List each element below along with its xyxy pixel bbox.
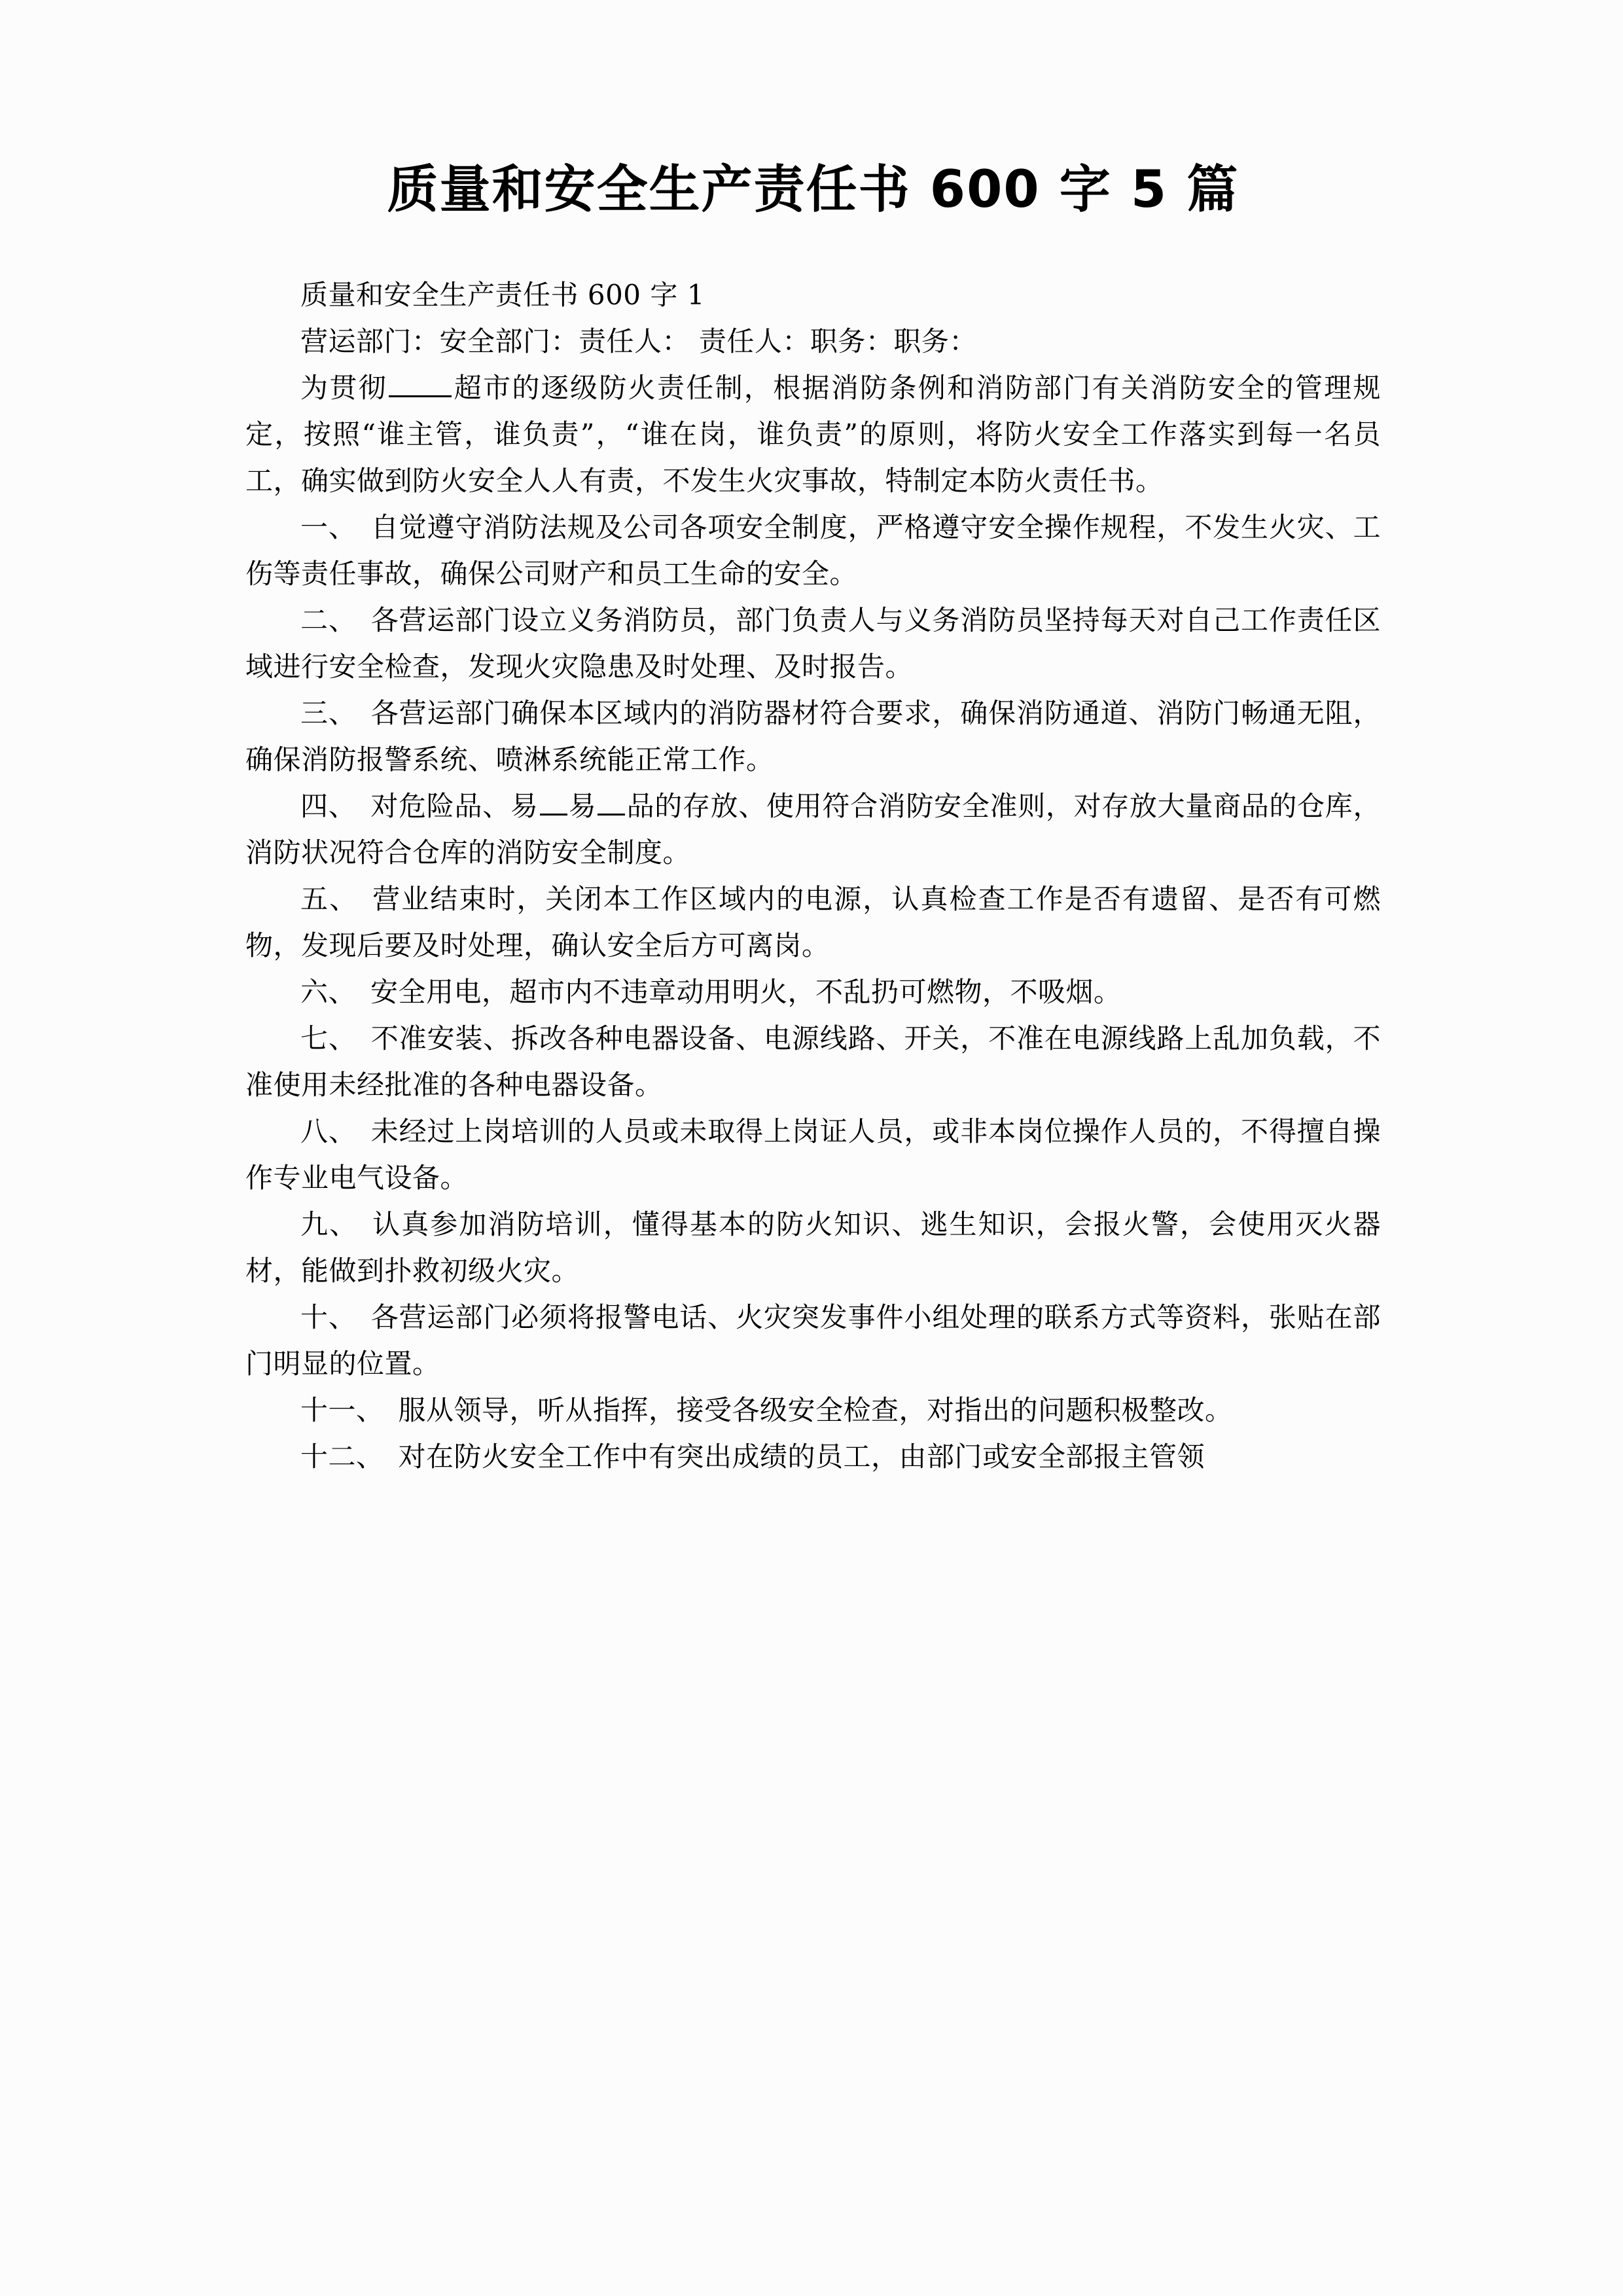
clause-number: 六、 — [300, 976, 357, 1009]
fill-in-blank-hazard-a — [540, 789, 567, 816]
clause-item — [245, 690, 1381, 783]
clause-item — [245, 597, 1381, 690]
clause-number: 十一、 — [300, 1394, 384, 1427]
clause-text: 安全用电，超市内不违章动用明火，不乱扔可燃物，不吸烟。 — [370, 976, 1122, 1009]
clause-text: 各营运部门必须将报警电话、火灾突发事件小组处理的联系方式等资料，张贴在部门明显的位置。 — [245, 1301, 1381, 1380]
clause-number: 九、 — [300, 1208, 359, 1241]
clause-number: 七、 — [300, 1022, 357, 1055]
clause-number: 八、 — [300, 1115, 357, 1148]
clause-item — [245, 876, 1381, 969]
fill-in-blank-company — [389, 370, 452, 397]
clause-text: 认真参加消防培训，懂得基本的防火知识、逃生知识，会报火警，会使用灭火器材，能做到扑救初级火灾。 — [245, 1208, 1381, 1287]
clause-text-segment: 对危险品、易 — [370, 790, 539, 823]
clause-item — [245, 504, 1381, 597]
clause-item — [245, 783, 1381, 876]
clause-text: 对在防火安全工作中有突出成绩的员工，由部门或安全部报主管领 — [398, 1441, 1205, 1473]
clause-text: 营业结束时，关闭本工作区域内的电源，认真检查工作是否有遗留、是否有可燃物，发现后要及时处理，确认安全后方可离岗。 — [245, 883, 1381, 962]
preamble-text-after-blank: 超市的逐级防火责任制，根据消防条例和消防部门有关消防安全的管理规定，按照“谁主管，谁负责”，“谁在岗，谁负责”的原则，将防火安全工作落实到每一名员工，确实做到防火安全人人有责，不发生火灾事故，特制定本防火责任书。 — [245, 372, 1381, 497]
document-subtitle: 质量和安全生产责任书 600 字 1 — [300, 279, 705, 312]
clause-item — [245, 1433, 1381, 1480]
clause-item — [245, 1108, 1381, 1201]
preamble-text-before-blank: 为贯彻 — [300, 372, 387, 404]
clause-number: 十、 — [300, 1301, 357, 1334]
clause-item — [245, 969, 1381, 1015]
clause-text: 各营运部门确保本区域内的消防器材符合要求，确保消防通道、消防门畅通无阻，确保消防报警系统、喷淋系统能正常工作。 — [245, 697, 1381, 776]
clause-number: 四、 — [300, 790, 357, 823]
clause-number: 五、 — [300, 883, 359, 916]
clause-text: 不准安装、拆改各种电器设备、电源线路、开关，不准在电源线路上乱加负载，不准使用未经批准的各种电器设备。 — [245, 1022, 1381, 1102]
clause-text: 服从领导，听从指挥，接受各级安全检查，对指出的问题积极整改。 — [398, 1394, 1233, 1427]
clause-text-segment: 易 — [568, 790, 597, 823]
clause-number: 三、 — [300, 697, 357, 730]
clause-text-segment: 品的存放、使用符合消防安全准则，对存放大量商品的仓库，消防状况符合仓库的消防安全制度。 — [245, 790, 1381, 869]
preamble-paragraph — [245, 365, 1381, 504]
clause-number: 十二、 — [300, 1441, 384, 1473]
clause-text: 各营运部门设立义务消防员，部门负责人与义务消防员坚持每天对自己工作责任区域进行安全检查，发现火灾隐患及时处理、及时报告。 — [245, 604, 1381, 683]
clause-item — [245, 1387, 1381, 1433]
clause-text: 自觉遵守消防法规及公司各项安全制度，严格遵守安全操作规程，不发生火灾、工伤等责任事故，确保公司财产和员工生命的安全。 — [245, 511, 1381, 590]
page-title: 质量和安全生产责任书 600 字 5 篇 — [387, 160, 1240, 219]
clause-number: 一、 — [300, 511, 357, 544]
clause-text: 未经过上岗培训的人员或未取得上岗证人员，或非本岗位操作人员的，不得擅自操作专业电气设备。 — [245, 1115, 1381, 1194]
clause-item — [245, 1201, 1381, 1294]
signature-line: 营运部门：安全部门：责任人： 责任人：职务：职务： — [300, 325, 977, 358]
clause-item — [245, 1015, 1381, 1108]
document-body — [245, 157, 1381, 1480]
clause-item — [245, 1294, 1381, 1387]
fill-in-blank-hazard-b — [597, 789, 625, 816]
clause-number: 二、 — [300, 604, 357, 637]
